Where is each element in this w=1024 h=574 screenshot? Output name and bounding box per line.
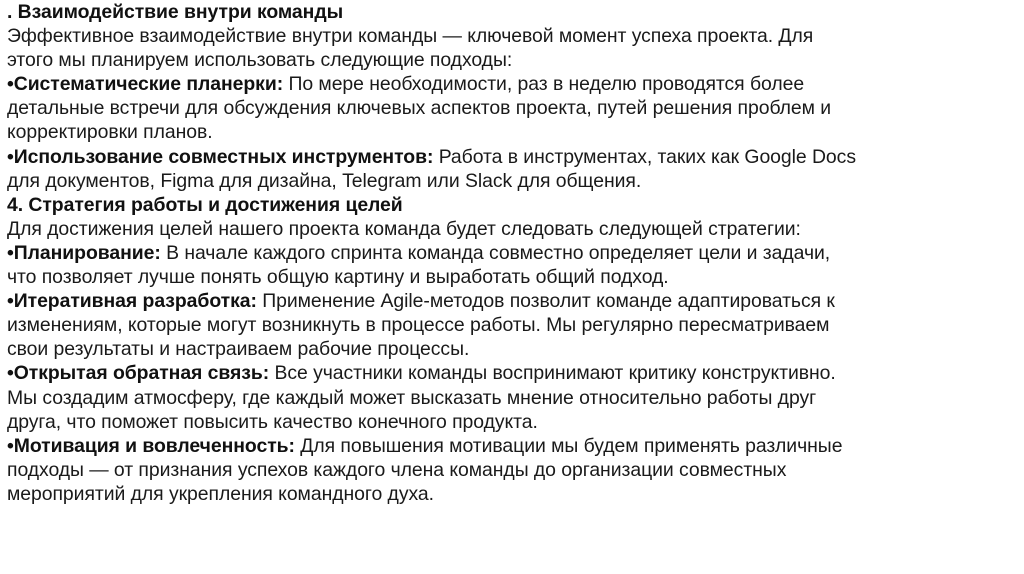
section-heading-strategy: 4. Стратегия работы и достижения целей — [7, 193, 403, 216]
bullet-item — [7, 241, 1017, 265]
bullet-item — [7, 72, 1017, 96]
slide-text-body — [7, 0, 1017, 506]
bullet-text: В начале каждого спринта команда совместно определяет цели и задачи, — [160, 241, 831, 264]
bullet-continuation: детальные встречи для обсуждения ключевых аспектов проекта, путей решения проблем и — [7, 97, 832, 120]
bullet-continuation: изменениям, которые могут возникнуть в процессе работы. Мы регулярно пересматриваем — [7, 314, 830, 337]
section-intro-line: Эффективное взаимодействие внутри команды — ключевой момент успеха проекта. Для — [7, 25, 814, 48]
bullet-term: •Мотивация и вовлеченность: — [7, 434, 295, 457]
bullet-text: Применение Agile-методов позволит команде адаптироваться к — [256, 290, 835, 313]
bullet-item — [7, 361, 1017, 385]
bullet-term: •Использование совместных инструментов: — [7, 145, 434, 168]
bullet-continuation: подходы — от признания успехов каждого члена команды до организации совместных — [7, 458, 787, 481]
bullet-continuation: корректировки планов. — [7, 121, 213, 144]
bullet-continuation: Мы создадим атмосферу, где каждый может высказать мнение относительно работы друг — [7, 386, 817, 409]
section-intro-line: этого мы планируем использовать следующие подходы: — [7, 49, 513, 72]
bullet-term: •Систематические планерки: — [7, 73, 284, 96]
bullet-item — [7, 434, 1017, 458]
bullet-continuation: свои результаты и настраиваем рабочие процессы. — [7, 338, 470, 361]
bullet-continuation: друга, что поможет повысить качество конечного продукта. — [7, 410, 538, 433]
bullet-item — [7, 145, 1017, 169]
bullet-continuation: мероприятий для укрепления командного духа. — [7, 482, 434, 505]
bullet-item — [7, 289, 1017, 313]
bullet-text: Для повышения мотивации мы будем применять различные — [294, 434, 843, 457]
bullet-text: Все участники команды воспринимают критику конструктивно. — [269, 362, 836, 385]
bullet-text: По мере необходимости, раз в неделю проводятся более — [283, 73, 805, 96]
section-intro-line: Для достижения целей нашего проекта команда будет следовать следующей стратегии: — [7, 217, 801, 240]
bullet-text: Работа в инструментах, таких как Google Docs — [433, 145, 856, 168]
bullet-term: •Открытая обратная связь: — [7, 362, 270, 385]
bullet-term: •Планирование: — [7, 241, 161, 264]
section-heading-teamwork: . Взаимодействие внутри команды — [7, 1, 344, 23]
bullet-continuation: что позволяет лучше понять общую картину и выработать общий подход. — [7, 266, 669, 289]
bullet-continuation: для документов, Figma для дизайна, Telegram или Slack для общения. — [7, 169, 642, 192]
bullet-term: •Итеративная разработка: — [7, 290, 257, 313]
